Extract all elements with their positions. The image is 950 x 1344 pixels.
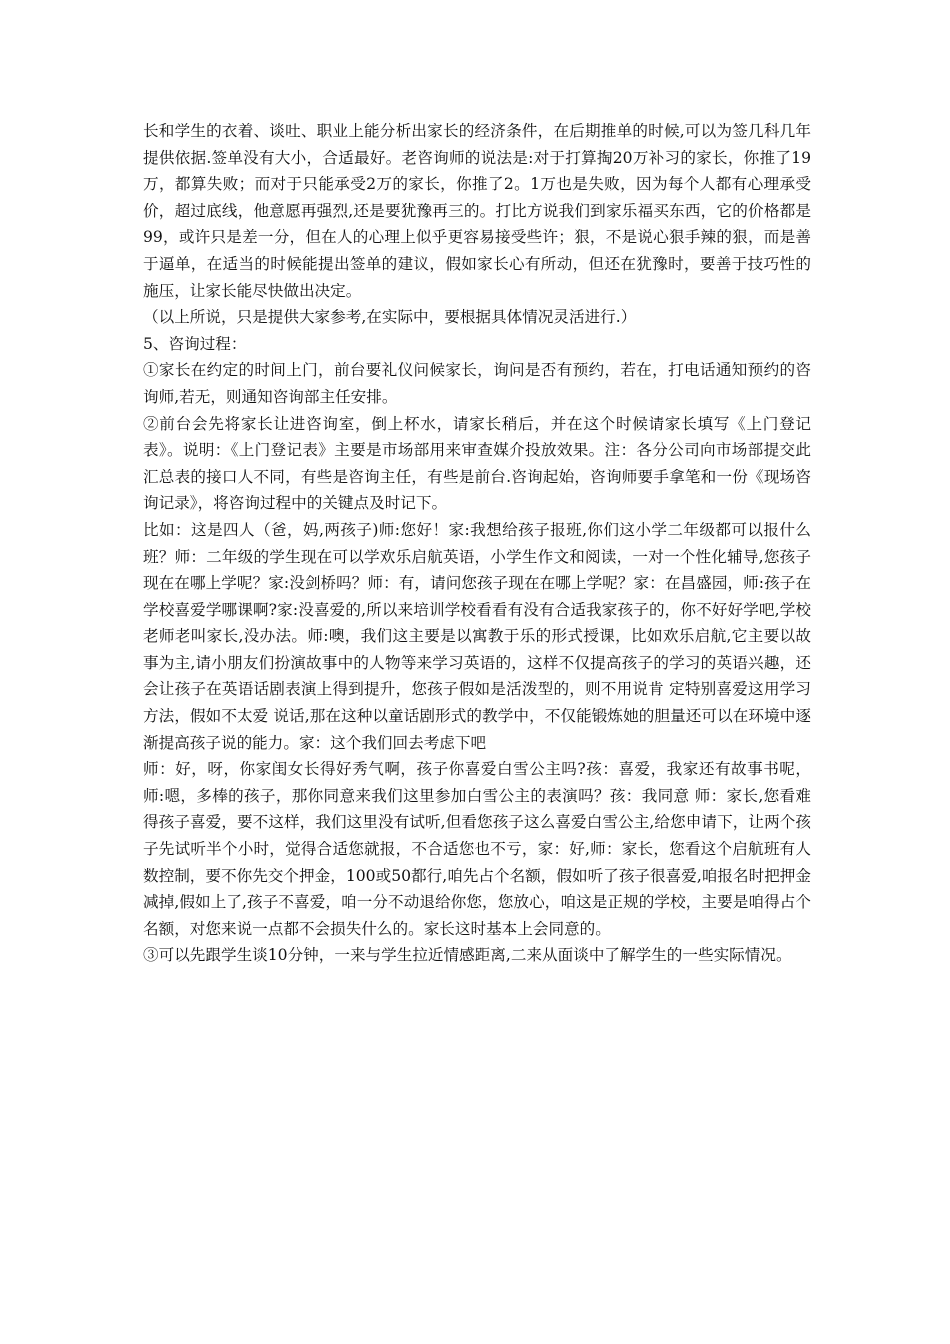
paragraph-note: （以上所说，只是提供大家参考,在实际中，要根据具体情况灵活进行.） [143, 308, 637, 327]
section-heading-consult-process: 5、咨询过程： [143, 334, 247, 353]
paragraph-example-dialogue: 比如：这是四人（爸，妈,两孩子)师:您好！家:我想给孩子报班,你们这小学二年级都可以报什么班？师：二年级的学生现在可以学欢乐启航英语，小学生作文和阅读，一对一个性化辅导,您孩子现在在哪上学呢？家:没剑桥吗？师：有，请问您孩子现在在哪上学呢？家：在昌盛园，师:孩子在学校喜爱学哪课啊?家:没喜爱的,所以来培训学校看看有没有合适我家孩子的，你不好好学吧,学校老师老叫家长,没办法。师:噢，我们这主要是以寓教于乐的形式授课，比如欢乐启航,它主要以故事为主,请小朋友们扮演故事中的人物等来学习英语的，这样不仅提高孩子的学习的英语兴趣，还会让孩子在英语话剧表演上得到提升，您孩子假如是活泼型的，则不用说肯 定特别喜爱这用学习方法，假如不太爱 说话,那在这种以童话剧形式的教学中，不仅能锻炼她的胆量还可以在环境中逐渐提高孩子说的能力。家：这个我们回去考虑下吧 [143, 520, 811, 752]
paragraph-step-1: ①家长在约定的时间上门，前台要礼仪问候家长，询问是否有预约，若在，打电话通知预约的咨询师,若无，则通知咨询部主任安排。 [143, 361, 811, 406]
document-page [143, 118, 811, 969]
paragraph-step-3: ③可以先跟学生谈10分钟，一来与学生拉近情感距离,二来从面谈中了解学生的一些实际情况。 [143, 946, 792, 965]
paragraph-step-2: ②前台会先将家长让进咨询室，倒上杯水，请家长稍后，并在这个时候请家长填写《上门登记表》。说明：《上门登记表》主要是市场部用来审查媒介投放效果。注：各分公司向市场部提交此汇总表的接口人不同，有些是咨询主任，有些是前台.咨询起始，咨询师要手拿笔和一份《现场咨询记录》，将咨询过程中的关键点及时记下。 [143, 414, 811, 513]
paragraph-pricing-advice: 长和学生的衣着、谈吐、职业上能分析出家长的经济条件，在后期推单的时候,可以为签几科几年提供依据.签单没有大小，合适最好。老咨询师的说法是:对于打算掏20万补习的家长，你推了19万，都算失败；而对于只能承受2万的家长，你推了2。1万也是失败，因为每个人都有心理承受价，超过底线，他意愿再强烈,还是要犹豫再三的。打比方说我们到家乐福买东西，它的价格都是99，或许只是差一分，但在人的心理上似乎更容易接受些许；狠，不是说心狠手辣的狠，而是善于逼单，在适当的时候能提出签单的建议，假如家长心有所动，但还在犹豫时，要善于技巧性的施压，让家长能尽快做出决定。 [143, 122, 811, 300]
paragraph-teacher-dialogue: 师：好，呀，你家闺女长得好秀气啊，孩子你喜爱白雪公主吗?孩：喜爱，我家还有故事书呢，师:嗯，多棒的孩子，那你同意来我们这里参加白雪公主的表演吗？孩：我同意 师：家长,您看难得孩子喜爱，要不这样，我们这里没有试听,但看您孩子这么喜爱白雪公主,给您申请下，让两个孩子先试听半个小时，觉得合适您就报，不合适您也不亏，家：好,师：家长，您看这个启航班有人数控制，要不你先交个押金，100或50都行,咱先占个名额，假如听了孩子很喜爱,咱报名时把押金减掉,假如上了,孩子不喜爱，咱一分不动退给你您，您放心，咱这是正规的学校，主要是咱得占个名额，对您来说一点都不会损失什么的。家长这时基本上会同意的。 [143, 760, 811, 938]
